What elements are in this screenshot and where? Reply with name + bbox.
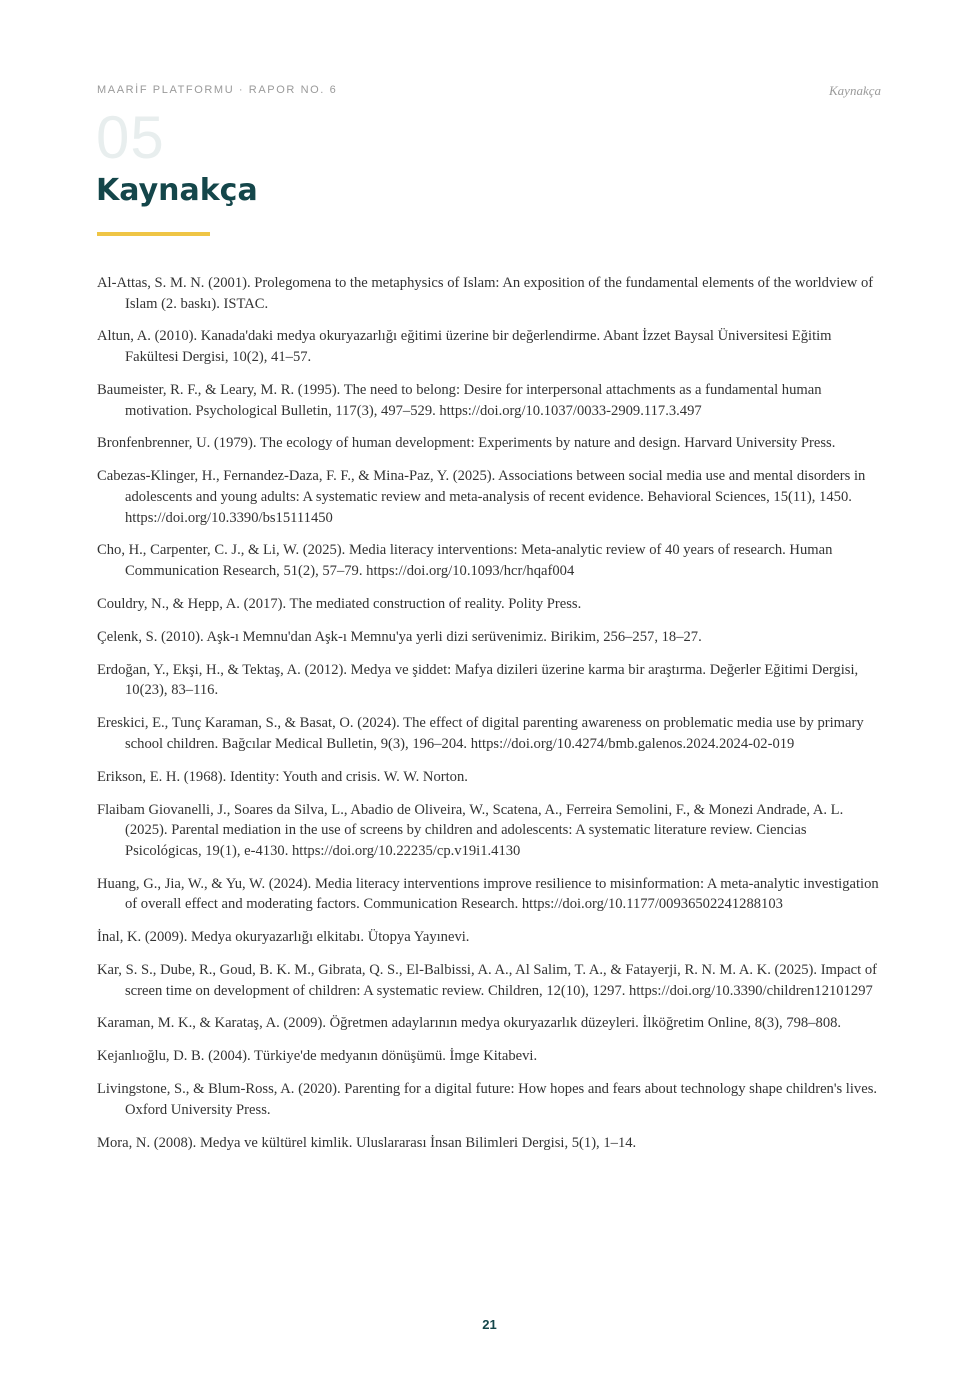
reference-entry: Altun, A. (2010). Kanada'daki medya okuryazarlığı eğitimi üzerine bir değerlendirme. Abant İzzet Baysal Üniversitesi Eğitim Fakültesi Dergisi, 10(2), 41–57. xyxy=(97,328,832,366)
reference-entry: Cabezas-Klinger, H., Fernandez-Daza, F. F., & Mina-Paz, Y. (2025). Associations between social media use and mental disorders in adolescents and young adults: A systematic review and meta-analysis of recent evidence. Behavioral Sciences, 15(11), 1450. https://doi.org/10.3390/bs15111450 xyxy=(97,468,866,526)
page-number: 21 xyxy=(482,1317,497,1332)
chapter-number: 05 xyxy=(96,104,165,171)
reference-entry: Erdoğan, Y., Ekşi, H., & Tektaş, A. (2012). Medya ve şiddet: Mafya dizileri üzerine karma bir araştırma. Değerler Eğitimi Dergisi, 10(23), 83–116. xyxy=(97,661,859,699)
reference-entry: Erikson, E. H. (1968). Identity: Youth and crisis. W. W. Norton. xyxy=(97,768,468,785)
reference-entry: Kejanlıoğlu, D. B. (2004). Türkiye'de medyanın dönüşümü. İmge Kitabevi. xyxy=(97,1048,538,1065)
reference-entry: Livingstone, S., & Blum-Ross, A. (2020). Parenting for a digital future: How hopes and fears about technology shape children's lives. Oxford University Press. xyxy=(97,1081,878,1118)
reference-entry: Flaibam Giovanelli, J., Soares da Silva, L., Abadio de Oliveira, W., Scatena, A., Ferreira Semolini, F., & Monezi Andrade, A. L. (2025). Parental mediation in the use of screens by children and adolescents: A systematic literature review. Ciencias Psicológicas, 19(1), e-4130. https://doi.org/10.22235/cp.v19i1.4130 xyxy=(97,801,844,859)
reference-entry: Cho, H., Carpenter, C. J., & Li, W. (2025). Media literacy interventions: Meta-analytic review of 40 years of research. Human Communication Research, 51(2), 57–79. https://doi.org/10.1093/hcr/hqaf004 xyxy=(97,542,833,580)
title-accent-rule xyxy=(97,232,210,236)
running-header-publication: MAARİF PLATFORMU · RAPOR NO. 6 xyxy=(97,84,338,96)
reference-entry: Baumeister, R. F., & Leary, M. R. (1995). The need to belong: Desire for interpersonal attachments as a fundamental human motivation. Psychological Bulletin, 117(3), 497–529. https://doi.org/10.1037/0033-2909.117.3.497 xyxy=(97,381,822,419)
reference-entry: Kar, S. S., Dube, R., Goud, B. K. M., Gibrata, Q. S., El-Balbissi, A. A., Al Salim, T. A., & Fatayerji, R. N. M. A. K. (2025). Impact of screen time on development of children: A systematic review. Children, 12(10), 1297. https://doi.org/10.3390/children12101297 xyxy=(97,962,878,999)
reference-entry: Karaman, M. K., & Karataş, A. (2009). Öğretmen adaylarının medya okuryazarlık düzeyleri. İlköğretim Online, 8(3), 798–808. xyxy=(97,1015,842,1032)
reference-entry: Huang, G., Jia, W., & Yu, W. (2024). Media literacy interventions improve resilience to misinformation: A meta-analytic investigation of overall effect and moderating factors. Communication Research. https://doi.org/10.1177/00936502241288103 xyxy=(97,875,879,913)
running-header-section: Kaynakça xyxy=(829,83,881,98)
reference-entry: Couldry, N., & Hepp, A. (2017). The mediated construction of reality. Polity Press. xyxy=(97,595,582,612)
reference-entry: Ereskici, E., Tunç Karaman, S., & Basat, O. (2024). The effect of digital parenting awareness on problematic media use by primary school children. Bağcılar Medical Bulletin, 9(3), 196–204. https://doi.org/10.4274/bmb.galenos.2024.2024-02-019 xyxy=(97,715,864,752)
reference-entry: İnal, K. (2009). Medya okuryazarlığı elkitabı. Ütopya Yayınevi. xyxy=(97,929,470,946)
reference-list xyxy=(97,273,883,1166)
reference-entry: Al-Attas, S. M. N. (2001). Prolegomena to the metaphysics of Islam: An exposition of the fundamental elements of the worldview of Islam (2. baskı). ISTAC. xyxy=(97,275,874,312)
reference-entry: Çelenk, S. (2010). Aşk-ı Memnu'dan Aşk-ı Memnu'ya yerli dizi serüvenimiz. Birikim, 256–257, 18–27. xyxy=(97,628,702,645)
reference-entry: Bronfenbrenner, U. (1979). The ecology of human development: Experiments by nature and design. Harvard University Press. xyxy=(97,435,836,452)
reference-entry: Mora, N. (2008). Medya ve kültürel kimlik. Uluslararası İnsan Bilimleri Dergisi, 5(1), 1–14. xyxy=(97,1134,637,1151)
page-title: Kaynakça xyxy=(96,173,258,208)
